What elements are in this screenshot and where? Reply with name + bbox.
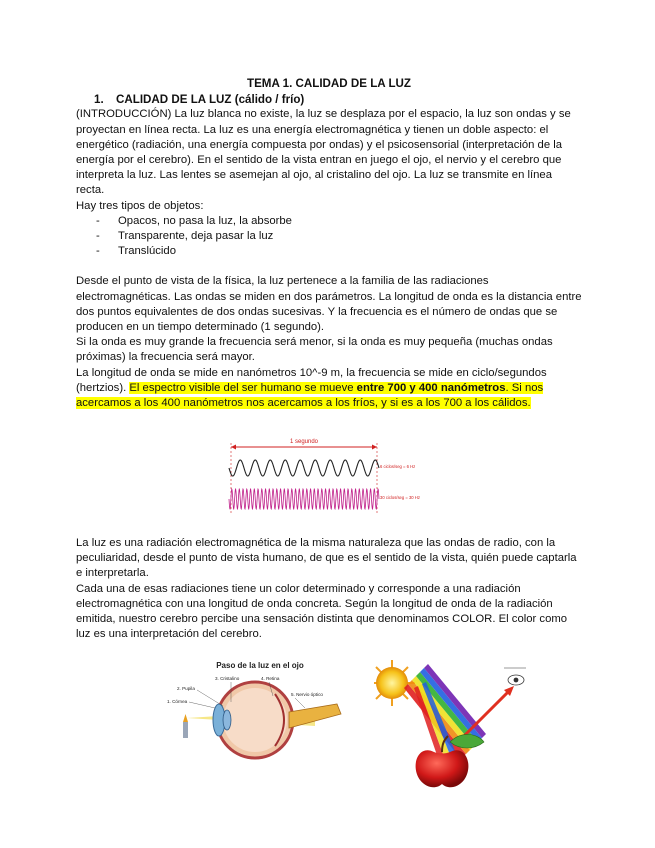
list-item: - Opacos, no pasa la luz, la absorbe (76, 214, 582, 229)
frequency-paragraph: Si la onda es muy grande la frecuencia será menor, si la onda es muy pequeña (muchas ondas próximas) la frecuencia será mayor. (76, 336, 553, 364)
wave-high-frequency (229, 489, 379, 509)
eye-label-cornea: 1. Córnea (167, 699, 188, 704)
lens-icon (223, 710, 231, 730)
highlight-b: . Si nos acercamos a los 400 nanómetros nos acercamos a los fríos, y si es a los 700 a los cálidos. (76, 381, 544, 410)
eye-label-lens: 3. Cristalino (215, 676, 240, 681)
radiation-paragraph: La luz es una radiación electromagnética de la misma naturaleza que las ondas de radio, con la peculiaridad, desde el punto de vista humano, de que es el sentido de la vista, quién puede captarla e interpretarla. (76, 537, 577, 580)
wave-frequency-figure (227, 435, 427, 521)
eye-figure-title: Paso de la luz en el ojo (216, 661, 304, 670)
list-item: - Transparente, deja pasar la luz (76, 229, 582, 244)
second-block (76, 536, 582, 642)
physics-paragraph: Desde el punto de vista de la física, la luz pertenece a la familia de las radiaciones electromagnéticas. Las ondas se miden en dos parámetros. La longitud de onda es la distancia entre dos puntos equivalentes de dos ondas sucesivas. Y la frecuencia es el número de ondas que se producen en un tiempo determinado (1 segundo). (76, 275, 582, 334)
list-item: - Translúcido (76, 244, 582, 259)
document-body (76, 76, 582, 411)
heading-text: CALIDAD DE LA LUZ (cálido / frío) (116, 93, 305, 107)
object-icon (183, 722, 188, 738)
highlight-a: El espectro visible del ser humano se mueve (129, 381, 354, 394)
eye-label-pupil: 2. Pupila (177, 686, 195, 691)
wave-low-frequency (229, 460, 379, 476)
measure-text: La longitud de onda se mide en nanómetros 10^-9 m, la frecuencia se mide en ciclo/segundos (hertzios). (76, 366, 547, 394)
eye-icon (504, 668, 526, 685)
section-heading (94, 92, 582, 107)
wave2-label: 30 ciclos/seg = 30 Hz (380, 495, 420, 500)
eye-diagram (165, 658, 355, 778)
objects-intro: Hay tres tipos de objetos: (76, 199, 204, 212)
highlight-bold: entre 700 y 400 nanómetros (356, 381, 506, 394)
color-paragraph: Cada una de esas radiaciones tiene un color determinado y corresponde a una radiación electromagnética con una longitud de onda concreta. Según la longitud de onda de la radiación emitida, nuestro cerebro percibe una sensación distinta que denominamos COLOR. El color como luz es una interpretación del cerebro. (76, 582, 568, 641)
arrow-right-icon (372, 445, 377, 450)
heading-number: 1. (94, 93, 104, 107)
arrow-left-icon (231, 445, 236, 450)
eye-label-nerve: 5. Nervio óptico (291, 692, 323, 697)
document-title: TEMA 1. CALIDAD DE LA LUZ (246, 77, 412, 90)
objects-list (76, 214, 582, 260)
wave1-label: 6 ciclos/seg = 6 Hz (380, 464, 416, 469)
light-apple-illustration (374, 658, 530, 790)
measure-paragraph (76, 366, 582, 412)
wave-label-top: 1 segundo (289, 439, 319, 445)
sun-icon (374, 660, 415, 706)
eye-label-retina: 4. Retina (261, 676, 280, 681)
intro-paragraph: (INTRODUCCIÓN) La luz blanca no existe, la luz se desplaza por el espacio, la luz son ondas y se proyectan en línea recta. La luz es una energía electromagnética y tienen un doble aspecto: el energético (radiación, una energía compuesta por ondas) y el psicosensorial (interpretación de la energía por el cerebro). En el sentido de la vista entran en juego el ojo, el nervio y el cerebro que interpreta la luz. Las lentes se asemejan al ojo, al cristalino del ojo. La luz se transmite en línea recta. (76, 108, 571, 197)
